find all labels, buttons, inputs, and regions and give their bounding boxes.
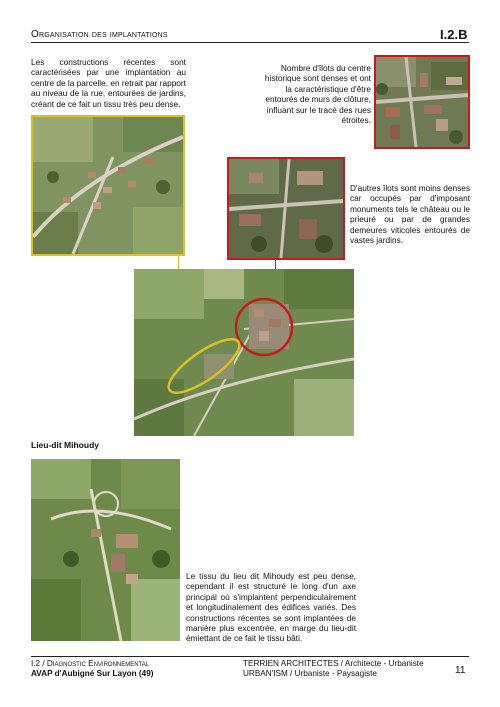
aerial-photo-recent-constructions xyxy=(31,115,185,256)
page-header-title: Organisation des implantations xyxy=(31,29,168,40)
section-code: I.2.B xyxy=(440,27,468,42)
footer-divider xyxy=(31,656,469,657)
footer-project-label: AVAP d'Aubigné Sur Layon (49) xyxy=(31,669,154,678)
footer-diagnostic-label: I.2 / Diagnostic Environnemental xyxy=(31,659,150,668)
footer-architect-credit: TERRIEN ARCHITECTES / Architecte - Urbaniste xyxy=(243,659,424,668)
header-divider xyxy=(31,42,469,43)
monuments-text: D'autres îlots sont moins denses car occupés par d'imposant monuments tels le château ou le prieuré ou par de grandes demeures viticoles entourés de vastes jardins. xyxy=(350,183,470,246)
aerial-photo-mihoudy xyxy=(31,459,180,641)
recent-constructions-text: Les constructions récentes sont caractérisées par une implantation au centre de la parcelle, en retrait par rapport au niveau de la rue, entourées de jardins, créant de ce fait un tissu très peu dense. xyxy=(31,57,186,109)
aerial-photo-village-overview xyxy=(134,269,354,436)
aerial-photo-dense-center xyxy=(374,55,470,149)
section-label-mihoudy: Lieu-dit Mihoudy xyxy=(31,440,99,450)
dense-blocks-text: Nombre d'îlots du centre historique sont denses et ont la caractéristique d'être entourés de murs de clôture, influant sur le tracé des rues étroites. xyxy=(264,63,371,126)
aerial-photo-monuments xyxy=(227,157,345,260)
page-number: 11 xyxy=(455,665,466,676)
footer-urbanist-credit: URBAN'ISM / Urbaniste - Paysagiste xyxy=(243,669,377,678)
mihoudy-description-text: Le tissu du lieu dit Mihoudy est peu dense, cependant il est structuré le long d'un axe principal où s'implantent perpendiculairement et longitudinalement des édifices variés. Des constructions récentes se sont implantées de manière plus excentrée, en marge du lieu-dit émiettant de ce fait le tissu bâti. xyxy=(186,571,356,644)
